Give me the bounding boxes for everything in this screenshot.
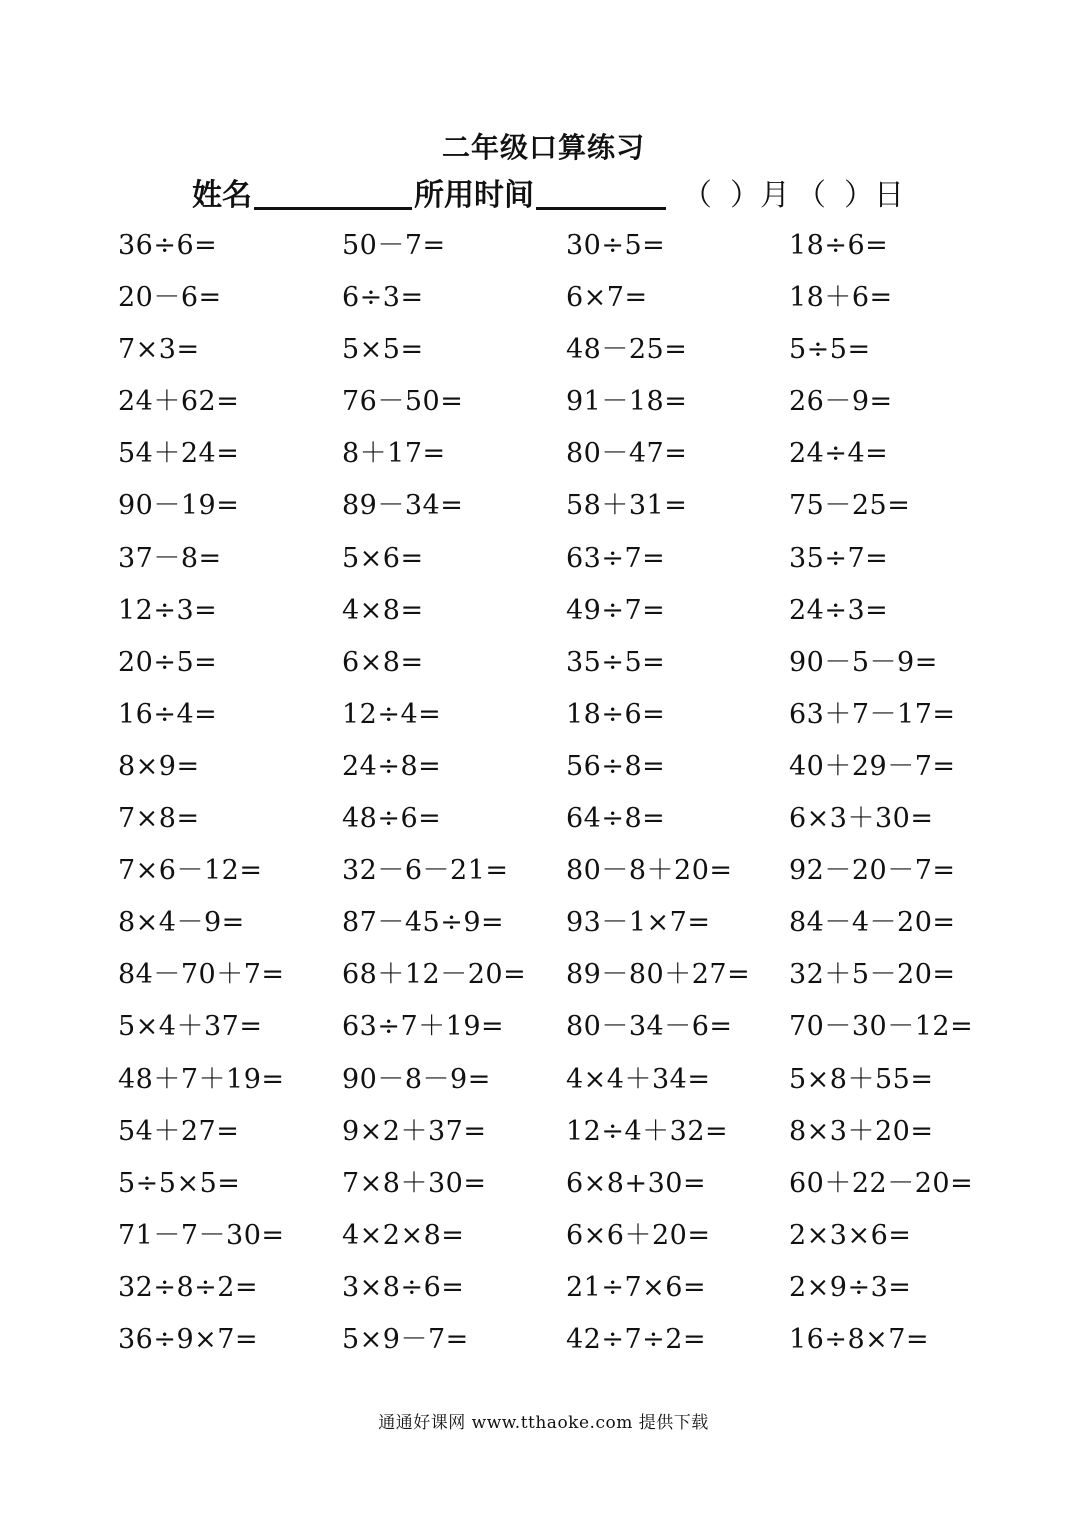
math-problem: 75－25= — [789, 490, 911, 522]
math-problem: 36÷9×7= — [118, 1323, 259, 1355]
math-problem: 18÷6= — [789, 230, 889, 261]
math-problem: 5×8＋55= — [789, 1063, 934, 1095]
math-problem: 36÷6= — [118, 230, 218, 261]
math-problem: 63÷7＋19= — [342, 1011, 505, 1043]
math-problem: 12÷4＋32= — [566, 1115, 729, 1147]
time-blank[interactable] — [536, 177, 666, 210]
math-problem: 9×2＋37= — [342, 1115, 487, 1147]
math-problem: 68＋12－20= — [342, 959, 527, 991]
math-problem: 5÷5×5= — [118, 1167, 241, 1199]
math-problem: 37－8= — [118, 542, 222, 574]
math-problem: 70－30－12= — [789, 1011, 974, 1043]
math-problem: 89－34= — [342, 490, 464, 522]
math-problem: 40＋29－7= — [789, 750, 956, 782]
math-problem: 76－50= — [342, 386, 464, 418]
math-problem: 21÷7×6= — [566, 1271, 707, 1303]
math-problem: 35÷5= — [566, 646, 666, 678]
math-problem: 6×3＋30= — [789, 803, 934, 835]
math-problem: 80－47= — [566, 438, 688, 470]
math-problem: 63÷7= — [566, 542, 666, 574]
math-problem: 7×6－12= — [118, 855, 263, 887]
math-problem: 24＋62= — [118, 386, 240, 418]
month-field[interactable] — [682, 170, 760, 214]
math-problem: 48－25= — [566, 334, 688, 366]
math-problem: 32＋5－20= — [789, 959, 956, 991]
math-problem: 24÷3= — [789, 594, 889, 626]
math-problem: 49÷7= — [566, 594, 666, 626]
math-problem: 64÷8= — [566, 803, 666, 835]
math-problem: 63＋7－17= — [789, 698, 956, 730]
math-problem: 32－6－21= — [342, 855, 509, 887]
math-problem: 5×6= — [342, 542, 424, 574]
math-problem: 5÷5= — [789, 334, 871, 366]
math-problem: 7×8= — [118, 803, 200, 835]
math-problem: 18＋6= — [789, 282, 893, 314]
math-problem: 16÷8×7= — [789, 1323, 930, 1355]
math-problem: 91－18= — [566, 386, 688, 418]
day-open-paren: （ — [796, 178, 826, 213]
day-field[interactable] — [796, 170, 874, 214]
math-problem: 12÷3= — [118, 594, 218, 626]
math-problem: 56÷8= — [566, 750, 666, 782]
math-problem: 48＋7＋19= — [118, 1063, 285, 1095]
math-problem: 32÷8÷2= — [118, 1271, 259, 1303]
math-problem: 8×3＋20= — [789, 1115, 934, 1147]
math-problem: 2×9÷3= — [789, 1271, 912, 1303]
math-problem: 71－7－30= — [118, 1219, 285, 1251]
math-problem: 60＋22－20= — [789, 1167, 974, 1199]
math-problem: 90－5－9= — [789, 646, 938, 678]
math-problem: 6÷3= — [342, 282, 424, 314]
math-problem: 7×3= — [118, 334, 200, 366]
math-problem: 24÷8= — [342, 750, 442, 782]
math-problem: 90－8－9= — [342, 1063, 491, 1095]
math-problem: 42÷7÷2= — [566, 1323, 707, 1355]
math-problem: 87－45÷9= — [342, 907, 505, 939]
math-problem: 6×7= — [566, 282, 648, 314]
student-info-line — [192, 174, 904, 214]
math-problem: 80－34－6= — [566, 1011, 733, 1043]
math-problem: 5×5= — [342, 334, 424, 366]
math-problem: 50－7= — [342, 230, 446, 261]
math-problem: 58＋31= — [566, 490, 688, 522]
math-problem: 4×2×8= — [342, 1219, 465, 1251]
math-problem: 20－6= — [118, 282, 222, 314]
footer-credit: 通通好课网 www.tthaoke.com 提供下载 — [378, 1413, 709, 1433]
math-problem: 6×8+30= — [566, 1167, 707, 1199]
worksheet-title: 二年级口算练习 — [441, 131, 645, 164]
math-problem: 84－4－20= — [789, 907, 956, 939]
math-problem: 4×8= — [342, 594, 424, 626]
math-problem: 4×4＋34= — [566, 1063, 711, 1095]
math-problem: 93－1×7= — [566, 907, 711, 939]
math-problem: 2×3×6= — [789, 1219, 912, 1251]
math-problem: 8×9= — [118, 750, 200, 782]
name-blank[interactable] — [254, 177, 412, 210]
math-problem: 30÷5= — [566, 230, 666, 261]
math-problem: 92－20－7= — [789, 855, 956, 887]
math-problem: 5×4＋37= — [118, 1011, 263, 1043]
month-open-paren: （ — [682, 178, 712, 213]
math-problem: 26－9= — [789, 386, 893, 418]
math-problem: 89－80＋27= — [566, 959, 751, 991]
math-problem: 7×8＋30= — [342, 1167, 487, 1199]
math-problem: 80－8＋20= — [566, 855, 733, 887]
month-label: 月 — [760, 178, 790, 213]
math-problem: 6×6＋20= — [566, 1219, 711, 1251]
math-problem: 90－19= — [118, 490, 240, 522]
math-problem: 8＋17= — [342, 438, 446, 470]
math-problem: 8×4－9= — [118, 907, 245, 939]
day-label: 日 — [874, 178, 904, 213]
day-close-paren: ） — [844, 178, 874, 213]
math-problem: 16÷4= — [118, 698, 218, 730]
math-problem: 6×8= — [342, 646, 424, 678]
math-problem: 3×8÷6= — [342, 1271, 465, 1303]
math-problem: 5×9－7= — [342, 1323, 469, 1355]
math-problem: 54＋24= — [118, 438, 240, 470]
math-problem: 35÷7= — [789, 542, 889, 574]
math-problem: 18÷6= — [566, 698, 666, 730]
math-problem: 24÷4= — [789, 438, 889, 470]
math-problem: 84－70＋7= — [118, 959, 285, 991]
problem-grid — [118, 224, 1018, 1370]
time-label: 所用时间 — [414, 178, 534, 213]
math-problem: 20÷5= — [118, 646, 218, 678]
name-label: 姓名 — [192, 178, 252, 213]
math-problem: 48÷6= — [342, 803, 442, 835]
math-problem: 12÷4= — [342, 698, 442, 730]
month-close-paren: ） — [730, 178, 760, 213]
math-problem: 54＋27= — [118, 1115, 240, 1147]
